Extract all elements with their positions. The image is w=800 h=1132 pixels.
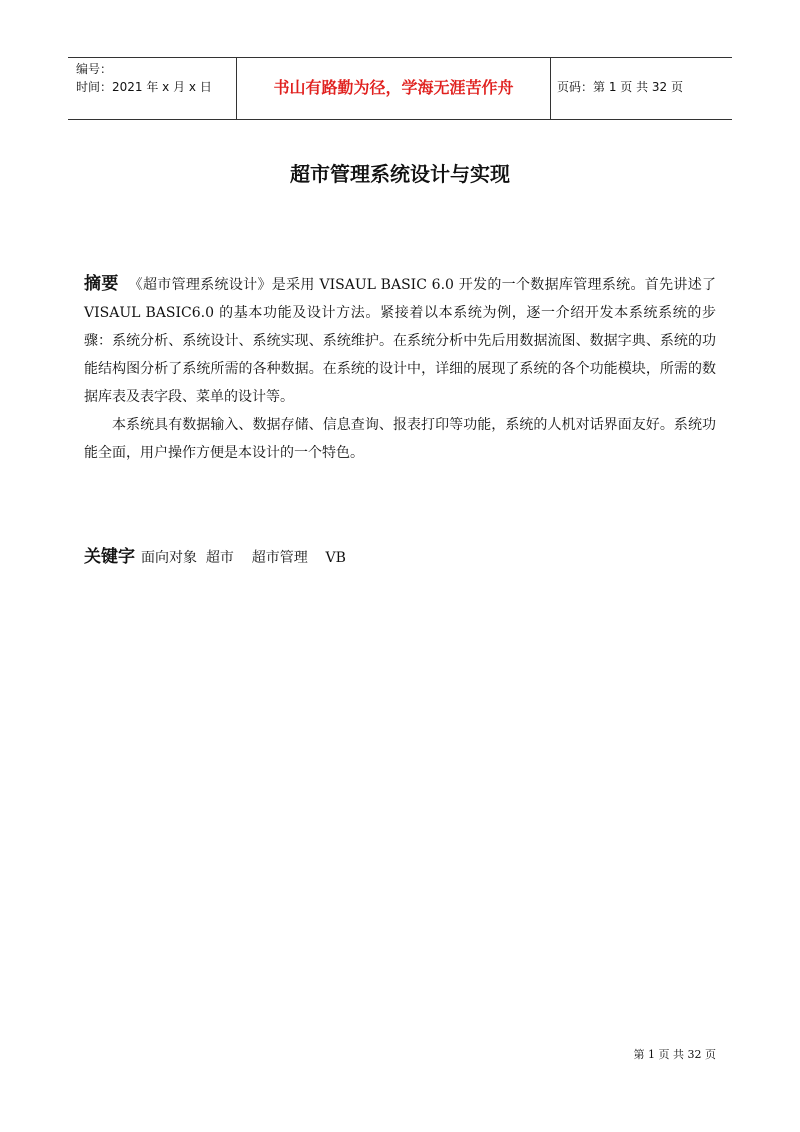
- document-title: 超市管理系统设计与实现: [290, 162, 510, 186]
- abstract-paragraph-1: [84, 270, 716, 411]
- page-footer-number: 第 1 页 共 32 页: [633, 1048, 716, 1061]
- header-meta-cell: [68, 58, 237, 119]
- keywords-value: 面向对象 超市 超市管理 VB: [141, 550, 346, 566]
- abstract-body-1: 《超市管理系统设计》是采用 VISAUL BASIC 6.0 开发的一个数据库管理系统。首先讲述了 VISAUL BASIC6.0 的基本功能及设计方法。紧接着以本系统为例，逐一介绍开发本系统系统的步骤：系统分析、系统设计、系统实现、系统维护。在系统分析中先后用数据流图、数据字典、系统的功能结构图分析了系统所需的各种数据。在系统的设计中，详细的展现了系统的各个功能模块，所需的数据库表及表字段、菜单的设计等。: [84, 277, 717, 405]
- abstract-section: [84, 270, 716, 467]
- document-number-label: 编号：: [76, 62, 113, 76]
- header-motto-cell: [237, 58, 551, 119]
- document-time-label: 时间：2021 年 x 月 x 日: [76, 80, 212, 94]
- keywords-label: 关键字: [84, 547, 135, 567]
- keywords-section: [84, 543, 346, 572]
- header-page-cell: [551, 58, 732, 119]
- abstract-paragraph-2: 本系统具有数据输入、数据存储、信息查询、报表打印等功能，系统的人机对话界面友好。系统功能全面，用户操作方便是本设计的一个特色。: [84, 417, 716, 461]
- motto-text: 书山有路勤为径，学海无涯苦作舟: [273, 78, 514, 97]
- page-header: [68, 57, 732, 120]
- abstract-label: 摘要: [84, 274, 119, 294]
- header-page-info: 页码：第 1 页 共 32 页: [557, 80, 683, 94]
